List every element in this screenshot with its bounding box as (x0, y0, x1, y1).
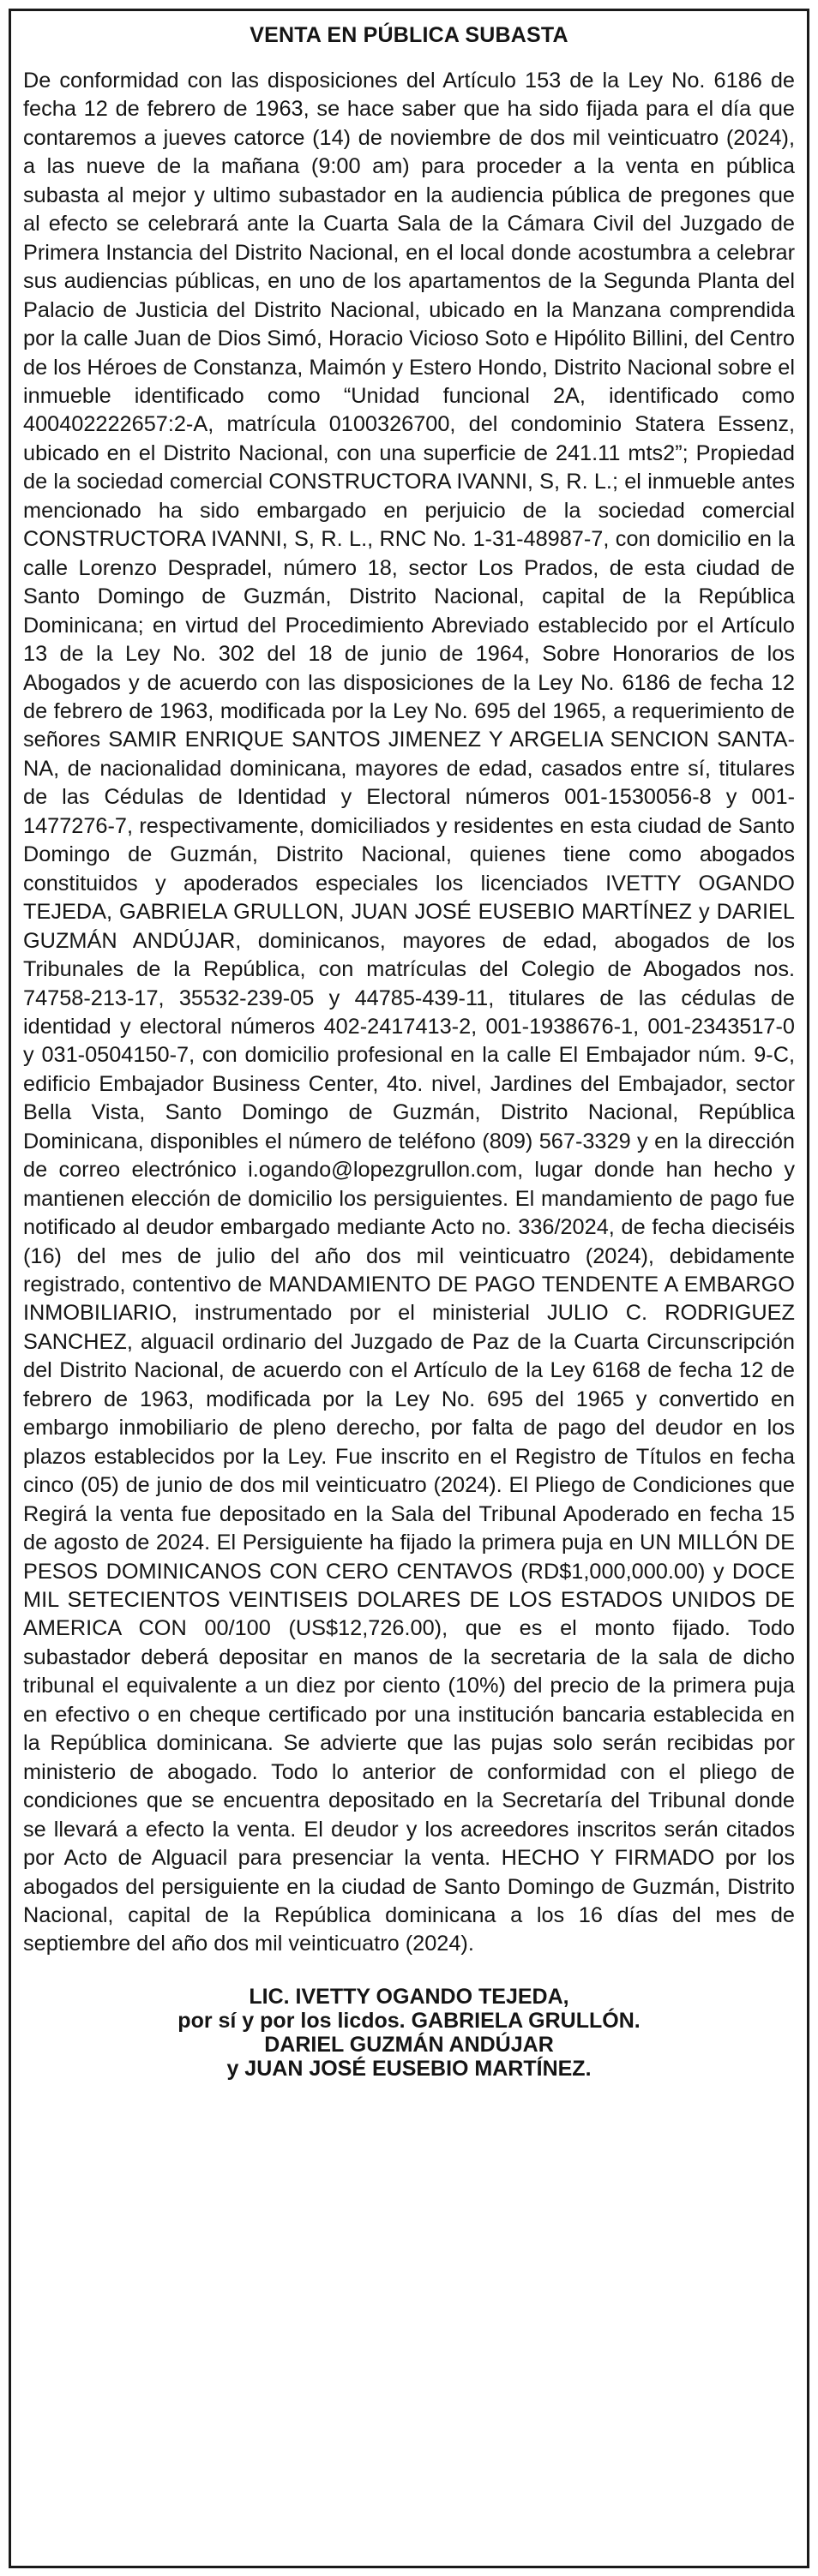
legal-notice-frame (9, 9, 809, 2568)
signature-line-4: y JUAN JOSÉ EUSEBIO MARTÍNEZ. (226, 2056, 592, 2081)
signature-line-3: DARIEL GUZMÁN ANDÚJAR (264, 2032, 554, 2057)
signature-line-1: LIC. IVETTY OGANDO TEJEDA, (249, 1984, 569, 2009)
signature-line-2: por sí y por los licdos. GABRIELA GRULLÓN. (177, 2008, 641, 2033)
notice-body (23, 67, 795, 1959)
signature-block (11, 1985, 807, 2081)
notice-title: VENTA EN PÚBLICA SUBASTA (250, 23, 568, 47)
notice-body-text: De conformidad con las disposiciones del Artículo 153 de la Ley No. 6186 de fecha 12 de febrero de 1963, se hace saber que ha sido fijada para el día que contaremos a jueves catorce (14) de noviembre de dos mil veinticuatro (2024), a las nueve de la mañana (9:00 am) para proceder a la venta en pública subasta al mejor y ultimo subastador en la audiencia pública de pregones que al efecto se celebrará ante la Cuarta Sala de la Cámara Civil del Juzgado de Primera Instancia del Distrito Nacional, en el local donde acostumbra a celebrar sus audiencias públicas, en uno de los apartamentos de la Segunda Planta del Palacio de Justicia del Distrito Nacional, ubicado en la Manzana comprendida por la calle Juan de Dios Simó, Horacio Vicioso Soto e Hipólito Billini, del Centro de los Héroes de Constanza, Maimón y Estero Hondo, Distrito Nacional sobre el inmueble identificado como “Unidad funcional 2A, identificado como 400402222657:2-A, matrícula 0100326700, del condominio Statera Essenz, ubicado en el Distrito Nacional, con una superficie de 241.11 mts2”; Propiedad de la sociedad comercial CONSTRUCTORA IVANNI, S, R. L.; el inmueble antes mencionado ha sido embargado en perjuicio de la sociedad comercial CONSTRUCTORA IVANNI, S, R. L., RNC No. 1-31-48987-7, con domicilio en la calle Lorenzo Despradel, número 18, sector Los Prados, de esta ciudad de Santo Domingo de Guzmán, Distrito Nacional, capital de la República Dominicana; en virtud del Procedimiento Abreviado establecido por el Artículo 13 de la Ley No. 302 del 18 de junio de 1964, Sobre Honorarios de los Abogados y de acuerdo con las disposiciones de la Ley No. 6186 de fecha 12 de febrero de 1963, modificada por la Ley No. 695 del 1965, a requerimiento de señores SAMIR ENRIQUE SANTOS JIMENEZ Y ARGELIA SENCION SANTANA, de nacionalidad dominicana, mayores de edad, casados entre sí, titulares de las Cédulas de Identidad y Electoral números 001-1530056-8 y 001-1477276-7, respectivamente, domiciliados y residentes en esta ciudad de Santo Domingo de Guzmán, Distrito Nacional, quienes tiene como abogados constituidos y apoderados especiales los licenciados IVETTY OGANDO TEJEDA, GABRIELA GRULLON, JUAN JOSÉ EUSEBIO MARTÍNEZ y DARIEL GUZMÁN ANDÚJAR, dominicanos, mayores de edad, abogados de los Tribunales de la República, con matrículas del Colegio de Abogados nos. 74758-213-17, 35532-239-05 y 44785-439-11, titulares de las cédulas de identidad y electoral números 402-2417413-2, 001-1938676-1, 001-2343517-0 y 031-0504150-7, con domicilio profesional en la calle El Embajador núm. 9-C, edificio Embajador Business Center, 4to. nivel, Jardines del Embajador, sector Bella Vista, Santo Domingo de Guzmán, Distrito Nacional, República Dominicana, disponibles el número de teléfono (809) 567-3329 y en la dirección de correo electrónico i.ogando@lopezgrullon.com, lugar donde han hecho y mantienen elección de domicilio los persiguientes. El mandamiento de pago fue notificado al deudor embargado mediante Acto no. 336/2024, de fecha dieciséis (16) del mes de julio del año dos mil veinticuatro (2024), debidamente registrado, contentivo de MANDAMIENTO DE PAGO TENDENTE A EMBARGO INMOBILIARIO, instrumentado por el ministerial JULIO C. RODRIGUEZ SANCHEZ, alguacil ordinario del Juzgado de Paz de la Cuarta Circunscripción del Distrito Nacional, de acuerdo con el Artículo de la Ley 6168 de fecha 12 de febrero de 1963, modificada por la Ley No. 695 del 1965 y convertido en embargo inmobiliario de pleno derecho, por falta de pago del deudor en los plazos establecidos por la Ley. Fue inscrito en el Registro de Títulos en fecha cinco (05) de junio de dos mil veinticuatro (2024). El Pliego de Condiciones que Regirá la venta fue depositado en la Sala del Tribunal Apoderado en fecha 15 de agosto de 2024. El Persiguiente ha fijado la primera puja en UN MILLÓN DE PESOS DOMINICANOS CON CERO CENTAVOS (RD$1,000,000.00) y DOCE MIL SETECIENTOS VEINTISEIS DOLARES DE LOS ESTADOS UNIDOS DE AMERICA CON 00/100 (US$12,726.00), que es el monto fijado. Todo subastador deberá depositar en manos de la secretaria de la sala de dicho tribunal el equivalente a un diez por ciento (10%) del precio de la primera puja en efectivo o en cheque certificado por una institución bancaria establecida en la República dominicana. Se advierte que las pujas solo serán recibidas por ministerio de abogado. Todo lo anterior de conformidad con el pliego de condiciones que se encuentra depositado en la Secretaría del Tribunal donde se llevará a efecto la venta. El deudor y los acreedores inscritos serán citados por Acto de Alguacil para presenciar la venta. HECHO Y FIRMADO por los abogados del persiguiente en la ciudad de Santo Domingo de Guzmán, Distrito Nacional, capital de la República dominicana a los 16 días del mes de septiembre del año dos mil veinticuatro (2024). (23, 69, 795, 1956)
